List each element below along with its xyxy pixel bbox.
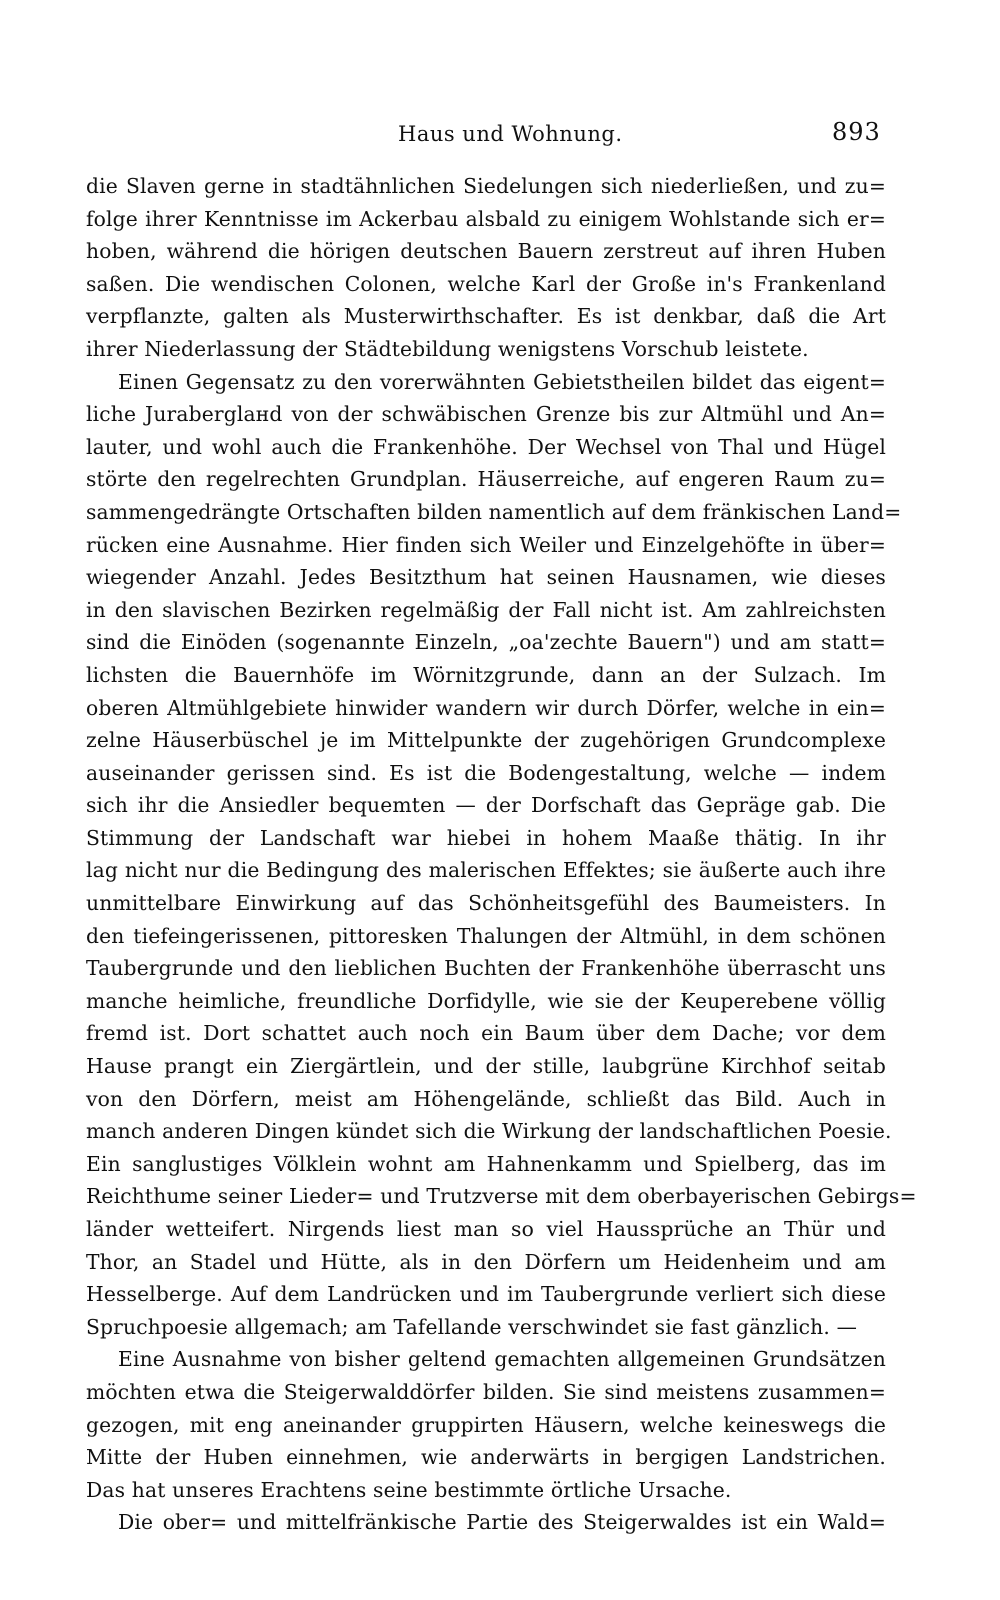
text-line: auseinander gerissen sind. Es ist die Bodengestaltung, welche — indem (86, 760, 886, 785)
text-line: Ein sanglustiges Völklein wohnt am Hahnenkamm und Spielberg, das im (86, 1151, 886, 1176)
text-line: sich ihr die Ansiedler bequemten — der Dorfschaft das Gepräge gab. Die (86, 793, 886, 818)
text-line: verpflanzte, galten als Musterwirthschafter. Es ist denkbar, daß die Art (86, 304, 886, 329)
text-line: Reichthume seiner Lieder= und Trutzverse mit dem oberbayerischen Gebirgs= (86, 1184, 917, 1209)
text-line: Thor, an Stadel und Hütte, als in den Dörfern um Heidenheim und am (86, 1249, 886, 1274)
text-line: Hause prangt ein Ziergärtlein, und der stille, laubgrüne Kirchhof seitab (86, 1054, 886, 1079)
text-line: rücken eine Ausnahme. Hier finden sich Weiler und Einzelgehöfte in über= (86, 532, 886, 557)
text-line: Taubergrunde und den lieblichen Buchten der Frankenhöhe überrascht uns (86, 956, 886, 981)
page-number: 893 (832, 118, 881, 146)
text-line: Eine Ausnahme von bisher geltend gemachten allgemeinen Grundsätzen (118, 1347, 886, 1372)
text-line: lag nicht nur die Bedingung des malerischen Effektes; sie äußerte auch ihre (86, 858, 886, 883)
text-line: lichsten die Bauernhöfe im Wörnitzgrunde, dann an der Sulzach. Im (86, 662, 886, 687)
text-line: saßen. Die wendischen Colonen, welche Karl der Große in's Frankenland (86, 271, 886, 296)
text-line: manch anderen Dingen kündet sich die Wirkung der landschaftlichen Poesie. (86, 1119, 892, 1144)
text-line: sind die Einöden (sogenannte Einzeln, „oa'zechte Bauern") und am statt= (86, 630, 886, 655)
running-title: Haus und Wohnung. (398, 122, 623, 146)
text-line: gezogen, mit eng aneinander gruppirten Häusern, welche keineswegs die (86, 1412, 886, 1437)
text-line: Spruchpoesie allgemach; am Tafellande verschwindet sie fast gänzlich. — (86, 1314, 858, 1339)
text-line: sammengedrängte Ortschaften bilden namentlich auf dem fränkischen Land= (86, 499, 902, 524)
text-line: in den slavischen Bezirken regelmäßig der Fall nicht ist. Am zahlreichsten (86, 597, 886, 622)
text-line: lauter, und wohl auch die Frankenhöhe. Der Wechsel von Thal und Hügel (86, 434, 886, 459)
text-line: die Slaven gerne in stadtähnlichen Siedelungen sich niederließen, und zu= (86, 174, 886, 198)
text-line: möchten etwa die Steigerwalddörfer bilden. Sie sind meistens zusammen= (86, 1379, 886, 1404)
text-line: Stimmung der Landschaft war hiebei in hohem Maaße thätig. In ihr (86, 825, 886, 850)
text-line: Die ober= und mittelfränkische Partie des Steigerwaldes ist ein Wald= (118, 1510, 886, 1535)
text-line: länder wetteifert. Nirgends liest man so viel Haussprüche an Thür und (86, 1217, 886, 1241)
text-line: folge ihrer Kenntnisse im Ackerbau alsbald zu einigem Wohlstande sich er= (86, 206, 886, 231)
text-line: unmittelbare Einwirkung auf das Schönheitsgefühl des Baumeisters. In (86, 891, 886, 916)
running-head (0, 118, 1000, 158)
text-line: oberen Altmühlgebiete hinwider wandern wir durch Dörfer, welche in ein= (86, 695, 886, 720)
text-line: Hesselberge. Auf dem Landrücken und im Taubergrunde verliert sich diese (86, 1282, 886, 1307)
text-line: von den Dörfern, meist am Höhengelände, schließt das Bild. Auch in (86, 1086, 886, 1111)
text-line: Einen Gegensatz zu den vorerwähnten Gebietstheilen bildet das eigent= (118, 369, 886, 394)
text-line: ihrer Niederlassung der Städtebildung wenigstens Vorschub leistete. (86, 336, 809, 361)
text-line: wiegender Anzahl. Jedes Besitzthum hat seinen Hausnamen, wie dieses (86, 565, 886, 590)
text-line: Mitte der Huben einnehmen, wie anderwärts in bergigen Landstrichen. (86, 1445, 886, 1470)
text-line: fremd ist. Dort schattet auch noch ein Baum über dem Dache; vor dem (86, 1021, 886, 1046)
text-line: liche Juraberglaнd von der schwäbischen Grenze bis zur Altmühl und An= (86, 402, 886, 427)
text-line: zelne Häuserbüschel je im Mittelpunkte der zugehörigen Grundcomplexe (86, 728, 886, 753)
text-line: den tiefeingerissenen, pittoresken Thalungen der Altmühl, in dem schönen (86, 923, 886, 948)
text-line: Das hat unseres Erachtens seine bestimmte örtliche Ursache. (86, 1477, 732, 1502)
body-text (86, 170, 917, 1539)
text-line: störte den regelrechten Grundplan. Häuserreiche, auf engeren Raum zu= (86, 467, 886, 492)
text-line: manche heimliche, freundliche Dorfidylle, wie sie der Keuperebene völlig (86, 988, 886, 1013)
text-line: hoben, während die hörigen deutschen Bauern zerstreut auf ihren Huben (86, 239, 886, 264)
